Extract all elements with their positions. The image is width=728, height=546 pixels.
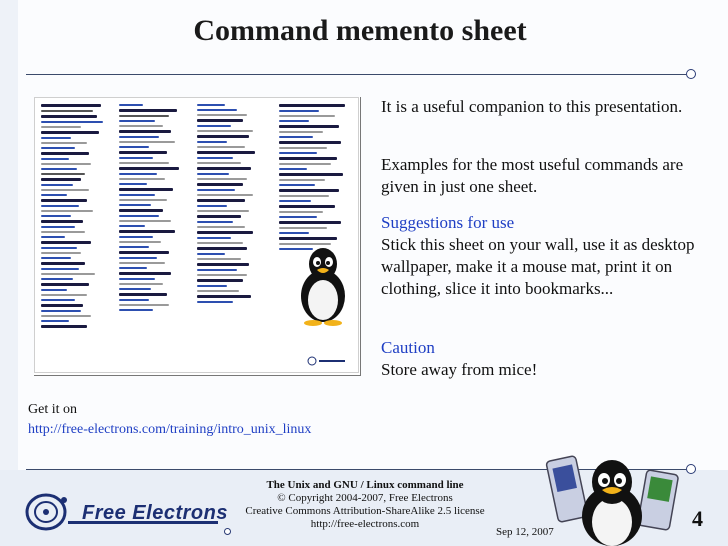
memento-sheet-thumbnail[interactable] <box>34 97 361 376</box>
title-rule <box>26 74 686 75</box>
caution-section <box>381 337 701 381</box>
tux-penguin-icon <box>293 244 353 326</box>
examples-text: Examples for the most useful commands are given in just one sheet. <box>381 155 684 196</box>
caution-text: Store away from mice! <box>381 360 538 379</box>
logo-text: Free Electrons <box>82 502 228 524</box>
footer-credits <box>230 479 500 531</box>
intro-paragraph <box>381 96 701 118</box>
suggestions-heading: Suggestions for use <box>381 213 515 232</box>
intro-text: It is a useful companion to this presentation. <box>381 97 683 116</box>
footer-license: Creative Commons Attribution-ShareAlike 2.5 license <box>245 505 485 517</box>
suggestions-text: Stick this sheet on your wall, use it as desktop wallpaper, make it a mouse mat, print it on clothing, slice it into bookmarks... <box>381 235 695 298</box>
rule-end-dot <box>686 69 696 79</box>
thumb-logo <box>307 356 347 366</box>
slide-title <box>0 14 728 48</box>
thumb-column-4 <box>279 104 347 253</box>
caution-heading: Caution <box>381 338 435 357</box>
memento-download-link[interactable]: http://free-electrons.com/training/intro_unix_linux <box>28 422 312 437</box>
thumb-column-2 <box>119 104 187 314</box>
get-it-block <box>28 400 311 440</box>
footer-date: Sep 12, 2007 <box>496 526 554 538</box>
footer-course-title: The Unix and GNU / Linux command line <box>266 479 464 491</box>
page-number: 4 <box>692 506 703 531</box>
suggestions-section <box>381 212 701 300</box>
examples-paragraph <box>381 154 701 198</box>
thumb-column-3 <box>197 104 265 306</box>
footer-rule-end-dot <box>686 464 696 474</box>
memento-sheet-page <box>34 97 359 373</box>
thumb-column-1 <box>41 104 109 331</box>
tux-with-devices-icon <box>544 452 684 546</box>
footer-url[interactable]: http://free-electrons.com <box>310 518 420 530</box>
get-it-label: Get it on <box>28 402 77 417</box>
left-stripe <box>0 0 18 546</box>
footer-copyright: © Copyright 2004-2007, Free Electrons <box>277 492 453 504</box>
slide-title-text: Command memento sheet <box>193 14 527 47</box>
